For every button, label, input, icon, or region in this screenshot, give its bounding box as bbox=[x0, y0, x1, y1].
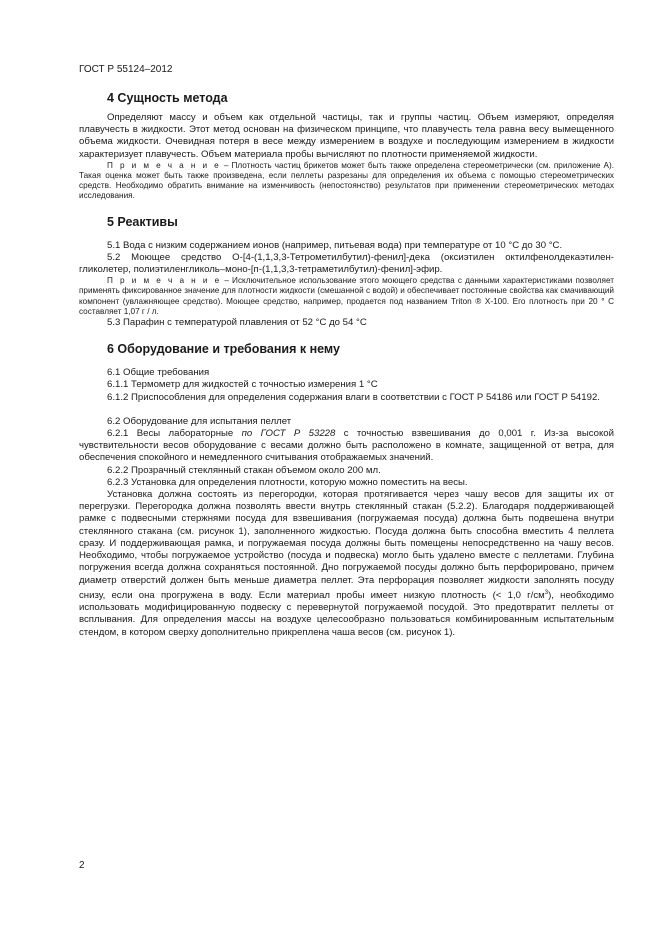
standard-reference: по ГОСТ Р 53228 bbox=[241, 428, 336, 440]
document-header: ГОСТ Р 55124–2012 bbox=[79, 64, 173, 75]
section-5-3: 5.3 Парафин с температурой плавления от 52 °С до 54 °С bbox=[107, 317, 367, 329]
note-label: П р и м е ч а н и е bbox=[107, 276, 222, 286]
page-number: 2 bbox=[79, 860, 85, 871]
section-6-1-1: 6.1.1 Термометр для жидкостей с точностью измерения 1 °С bbox=[107, 379, 378, 391]
section-6-2-3-body bbox=[79, 489, 614, 639]
section-6-1-2: 6.1.2 Приспособления для определения содержания влаги в соответствии с ГОСТ Р 54186 или ГОСТ Р 54192. bbox=[107, 391, 600, 403]
note-text: – Плотность частиц брикетов может быть также определена стереометрически (см. приложение А). Такая оценка может быть также произведена, если пеллеты разрезаны для определения их объема с помощью стереометрических средств. Необходимо обратить внимание на изменчивость (непостоянство) результатов при применении стереометрических методах исследования. bbox=[79, 160, 614, 201]
section-5-2: 5.2 Моющее средство О-[4-(1,1,3,3-Тетрометилбутил)-фенил]-дека (оксиэтилен октилфенолдекаэтилен-гликолетер, полиэтиленгликоль–моно-[п-(1,1,3,3-тетраметилбутил)-фенил]-эфир. bbox=[79, 251, 614, 276]
superscript: 3 bbox=[544, 589, 549, 596]
section-4-paragraph: Определяют массу и объем как отдельной частицы, так и группы частиц. Объем измеряют, определяя плавучесть в жидкости. Этот метод основан на физическом принципе, что плавучесть тела равна весу вымещенного объема жидкости. Очевидная потеря в весе между измерением в воздухе и последующим измерением в жидкости характеризует плавучесть. Объем материала пробы вычисляют по плотности применяемой жидкости. bbox=[79, 112, 614, 160]
section-6-1: 6.1 Общие требования bbox=[107, 367, 210, 379]
note-text: – Исключительное использование этого моющего средства с данными характеристиками позволяет применять фиксированное значение для плотности жидкости (смешанной с водой) и обеспечивает постоянные свойства как смачивающий компонент (увлажняющее средство). Моющее средство, например, продается под названием Triton ® X-100. Его плотность при 20 ° С составляет 1,07 г / л. bbox=[79, 276, 615, 316]
section-5-1: 5.1 Вода с низким содержанием ионов (например, питьевая вода) при температуре от 10 °С до 30 °С. bbox=[107, 239, 563, 251]
section-6-2-2: 6.2.2 Прозрачный стеклянный стакан объемом около 200 мл. bbox=[107, 464, 381, 476]
section-5-title: 5 Реактивы bbox=[107, 214, 178, 229]
note-label: П р и м е ч а н и е bbox=[107, 160, 221, 170]
section-5-note bbox=[79, 276, 614, 317]
text-run: с точностью взвешивания до 0,001 г. Из-за высокой чувствительности весов оборудование с весами должно быть расположено в комнате, защищенной от ветра, для обеспечения спокойного и немедленного считывания отображаемых значений. bbox=[79, 428, 614, 464]
section-4-title: 4 Сущность метода bbox=[107, 91, 228, 105]
text-run: 6.2.1 Весы лабораторные bbox=[107, 428, 242, 440]
section-6-title: 6 Оборудование и требования к нему bbox=[107, 342, 340, 357]
section-6-2: 6.2 Оборудование для испытания пеллет bbox=[107, 415, 292, 427]
page-body bbox=[79, 90, 614, 639]
section-6-2-3: 6.2.3 Установка для определения плотности, которую можно поместить на весы. bbox=[107, 476, 468, 488]
text-run: Установка должна состоять из перегородки, которая протягивается через чашу весов для защиты их от перегрузки. Перегородка должна позволять ввести внутрь стеклянный стакан (5.2.2). Благодаря поддерживающей рамке с подвесными стержнями посуда для взвешивания (погружаемая посуда) должна быть подвешена внутри стеклянного стакана (см. рисунок 1), заполненного жидкостью. Посуда должна быть способна вместить 4 пеллета сразу. И поддерживающая рамка, и погружаемая посуда должны быть помещены непосредственно на чашу весов. Необходимо, чтобы погружаемое устройство (посуда и подвеска) могло быть удалено вместе с пеллетами. Глубина погружения всегда должна сохраняться постоянной. Дно погружаемой посуды должно быть перфорировано, причем диаметр отверстий должен быть меньше диаметра пеллет. Эта перфорация позволяет жидкости заполнять посуду снизу, если она прогружена в воду. Если материал пробы имеет низкую плотность (< 1,0 г/см bbox=[79, 489, 614, 601]
text-run: ), необходимо использовать модифицированную подвеску с перевернутой погружаемой посудой. Это предотвратит пеллеты от всплывания. Для определения массы на воздухе целесообразно пользоваться комбинированным испытательным стендом, в котором сверху дополнительно прикреплена чаша весов (см. рисунок 1). bbox=[79, 589, 614, 638]
section-6-2-1 bbox=[79, 428, 614, 465]
section-4-note bbox=[79, 161, 614, 202]
